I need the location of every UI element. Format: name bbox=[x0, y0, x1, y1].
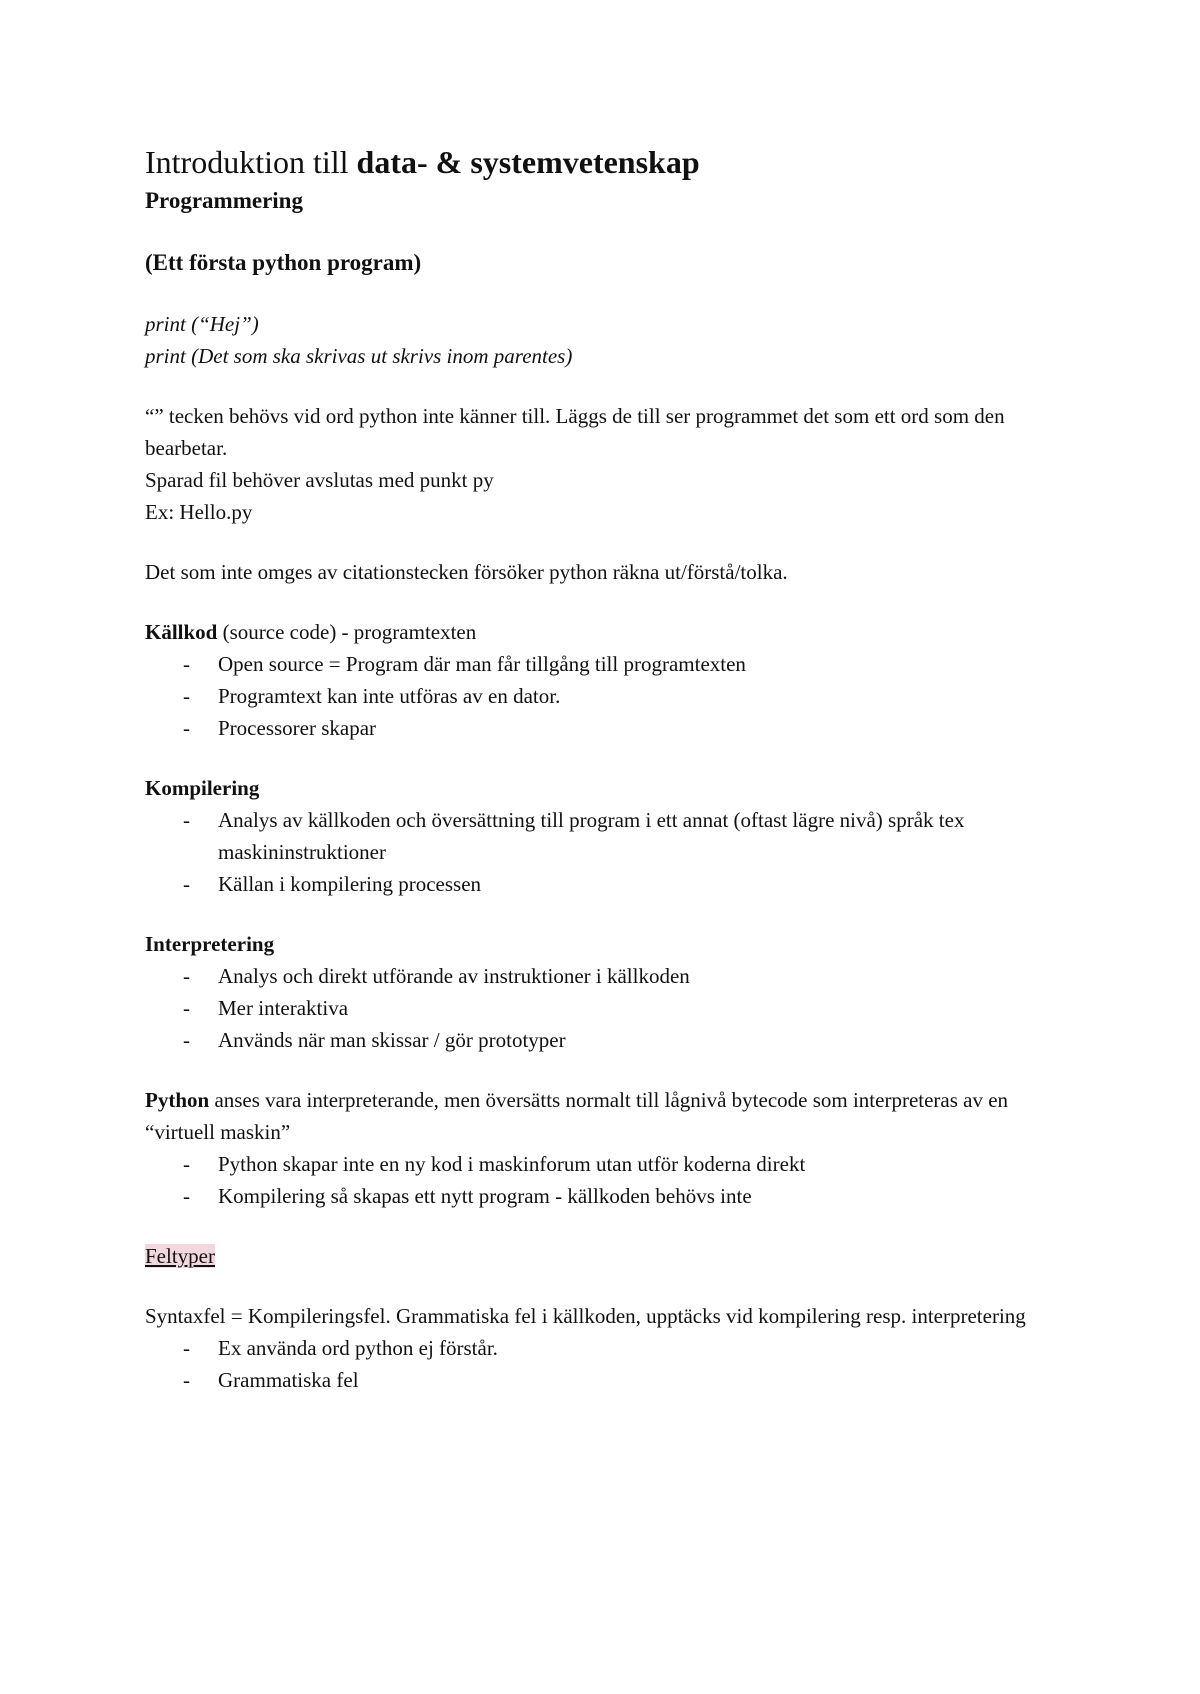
python-paragraph bbox=[145, 1084, 1075, 1148]
list-item: - Python skapar inte en ny kod i maskinforum utan utför koderna direkt bbox=[145, 1148, 1075, 1180]
feltyper-heading: Feltyper bbox=[145, 1244, 215, 1268]
python-list bbox=[145, 1148, 1075, 1212]
paragraph: Det som inte omges av citationstecken försöker python räkna ut/förstå/tolka. bbox=[145, 560, 788, 584]
list-item: - Mer interaktiva bbox=[145, 992, 1075, 1024]
syntax-paragraph: Syntaxfel = Kompileringsfel. Grammatiska fel i källkoden, upptäcks vid kompilering resp. interpretering bbox=[145, 1304, 1026, 1328]
code-line: print (“Hej”) bbox=[145, 312, 259, 336]
list-item: - Analys av källkoden och översättning till program i ett annat (oftast lägre nivå) språk tex maskininstruktioner bbox=[145, 804, 1075, 868]
paragraph: Sparad fil behöver avslutas med punkt py bbox=[145, 468, 494, 492]
list-item: - Analys och direkt utförande av instruktioner i källkoden bbox=[145, 960, 1075, 992]
title-plain: Introduktion till bbox=[145, 144, 357, 180]
kallkod-term: Källkod bbox=[145, 620, 218, 644]
python-text: anses vara interpreterande, men översätts normalt till lågnivå bytecode som interpreteras av en “virtuell maskin” bbox=[145, 1088, 1009, 1144]
list-item: - Programtext kan inte utföras av en dator. bbox=[145, 680, 1075, 712]
list-item: - Ex använda ord python ej förstår. bbox=[145, 1332, 1075, 1364]
feltyper-heading-line bbox=[145, 1240, 1075, 1272]
kallkod-text: (source code) - programtexten bbox=[217, 620, 477, 644]
paragraph: “” tecken behövs vid ord python inte känner till. Läggs de till ser programmet det som ett ord som den bearbetar. bbox=[145, 404, 1005, 460]
kallkod-list bbox=[145, 648, 1075, 744]
first-program-heading: (Ett första python program) bbox=[145, 250, 422, 275]
list-item: - Open source = Program där man får tillgång till programtexten bbox=[145, 648, 1075, 680]
paragraph: Ex: Hello.py bbox=[145, 500, 253, 524]
list-item: - Källan i kompilering processen bbox=[145, 868, 1075, 900]
document-page bbox=[145, 140, 1075, 1396]
code-line: print (Det som ska skrivas ut skrivs inom parentes) bbox=[145, 344, 573, 368]
document-title bbox=[145, 140, 1075, 184]
list-item: - Kompilering så skapas ett nytt program - källkoden behövs inte bbox=[145, 1180, 1075, 1212]
interpretering-list bbox=[145, 960, 1075, 1056]
kompilering-heading: Kompilering bbox=[145, 776, 260, 800]
document-subtitle: Programmering bbox=[145, 188, 303, 213]
title-bold: data- & systemvetenskap bbox=[356, 144, 700, 180]
kallkod-definition bbox=[145, 616, 1075, 648]
kompilering-list bbox=[145, 804, 1075, 900]
list-item: - Används när man skissar / gör prototyper bbox=[145, 1024, 1075, 1056]
list-item: - Processorer skapar bbox=[145, 712, 1075, 744]
interpretering-heading: Interpretering bbox=[145, 932, 275, 956]
list-item: - Grammatiska fel bbox=[145, 1364, 1075, 1396]
python-term: Python bbox=[145, 1088, 210, 1112]
feltyper-list bbox=[145, 1332, 1075, 1396]
